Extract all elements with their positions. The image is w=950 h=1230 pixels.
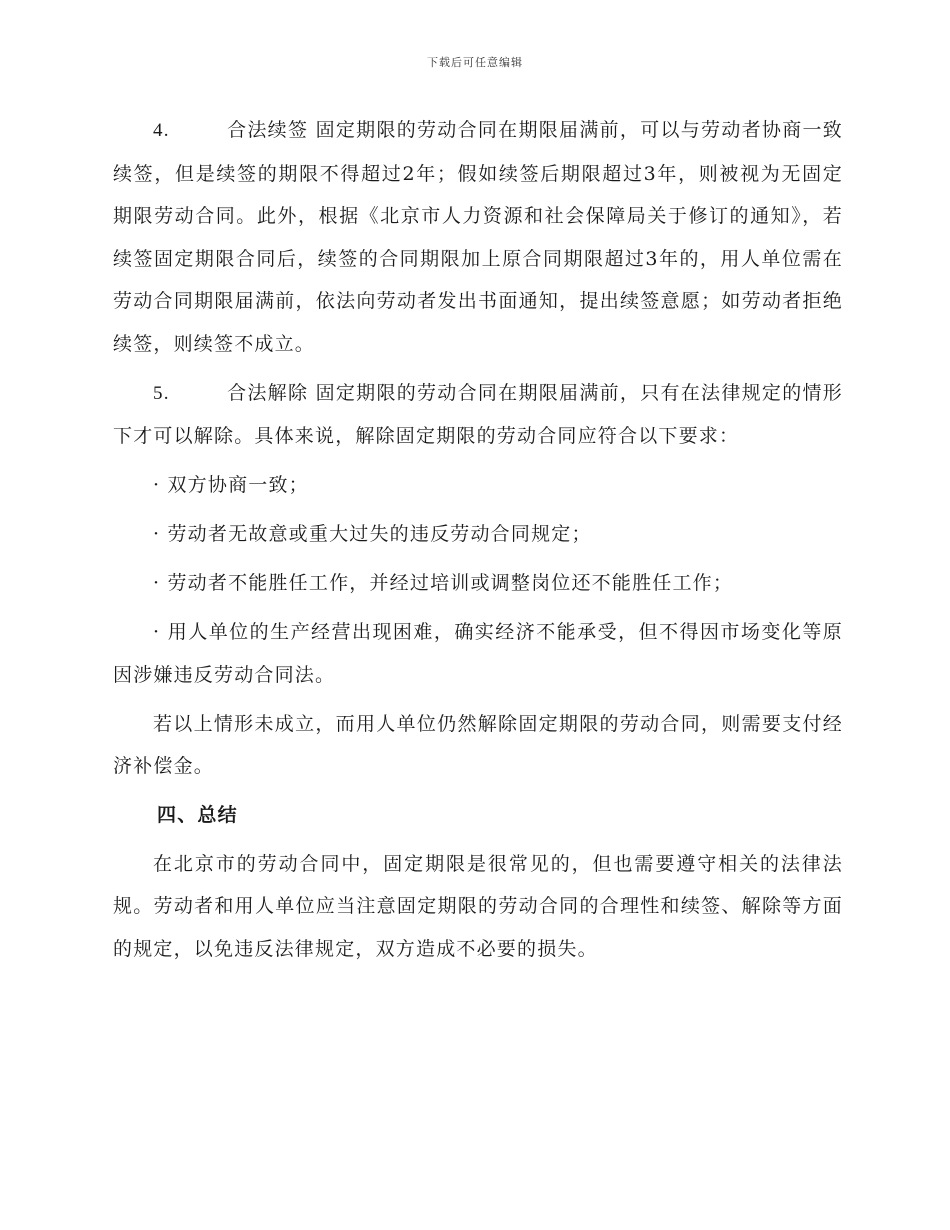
item-4-text: 合法续签 固定期限的劳动合同在期限届满前，可以与劳动者协商一致续签，但是续签的期限不得超过2年；假如续签后期限超过3年，则被视为无固定期限劳动合同。此外，根据《北京市人力资源和社会保障局关于修订的通知》，若续签固定期限合同后，续签的合同期限加上原合同期限超过3年的，用人单位需在劳动合同期限届满前，依法向劳动者发出书面通知，提出续签意愿；如劳动者拒绝续签，则续签不成立。 <box>113 119 843 355</box>
summary-heading: 四、总结 <box>157 804 238 826</box>
bullet-item-2: · 劳动者无故意或重大过失的违反劳动合同规定； <box>153 523 592 545</box>
bullet-item-4: · 用人单位的生产经营出现困难，确实经济不能承受，但不得因市场变化等原因涉嫌违反劳动合同法。 <box>113 621 843 686</box>
item-5-text: 合法解除 固定期限的劳动合同在期限届满前，只有在法律规定的情形下才可以解除。具体来说，解除固定期限的劳动合同应符合以下要求： <box>113 381 843 447</box>
bullet-item-3: · 劳动者不能胜任工作，并经过培训或调整岗位还不能胜任工作； <box>153 572 734 594</box>
closing-paragraph: 若以上情形未成立，而用人单位仍然解除固定期限的劳动合同，则需要支付经济补偿金。 <box>113 712 843 777</box>
item-4-number: 4. <box>153 120 170 141</box>
paragraph-item-4 <box>113 109 843 365</box>
paragraph-item-5 <box>113 372 843 458</box>
summary-paragraph: 在北京市的劳动合同中，固定期限是很常见的，但也需要遵守相关的法律法规。劳动者和用人单位应当注意固定期限的劳动合同的合理性和续签、解除等方面的规定，以免违反法律规定，双方造成不必要的损失。 <box>113 852 843 960</box>
page-header: 下载后可任意编辑 <box>427 56 523 69</box>
bullet-item-1: · 双方协商一致； <box>153 474 309 496</box>
item-5-number: 5. <box>153 382 170 404</box>
document-body <box>113 109 843 977</box>
